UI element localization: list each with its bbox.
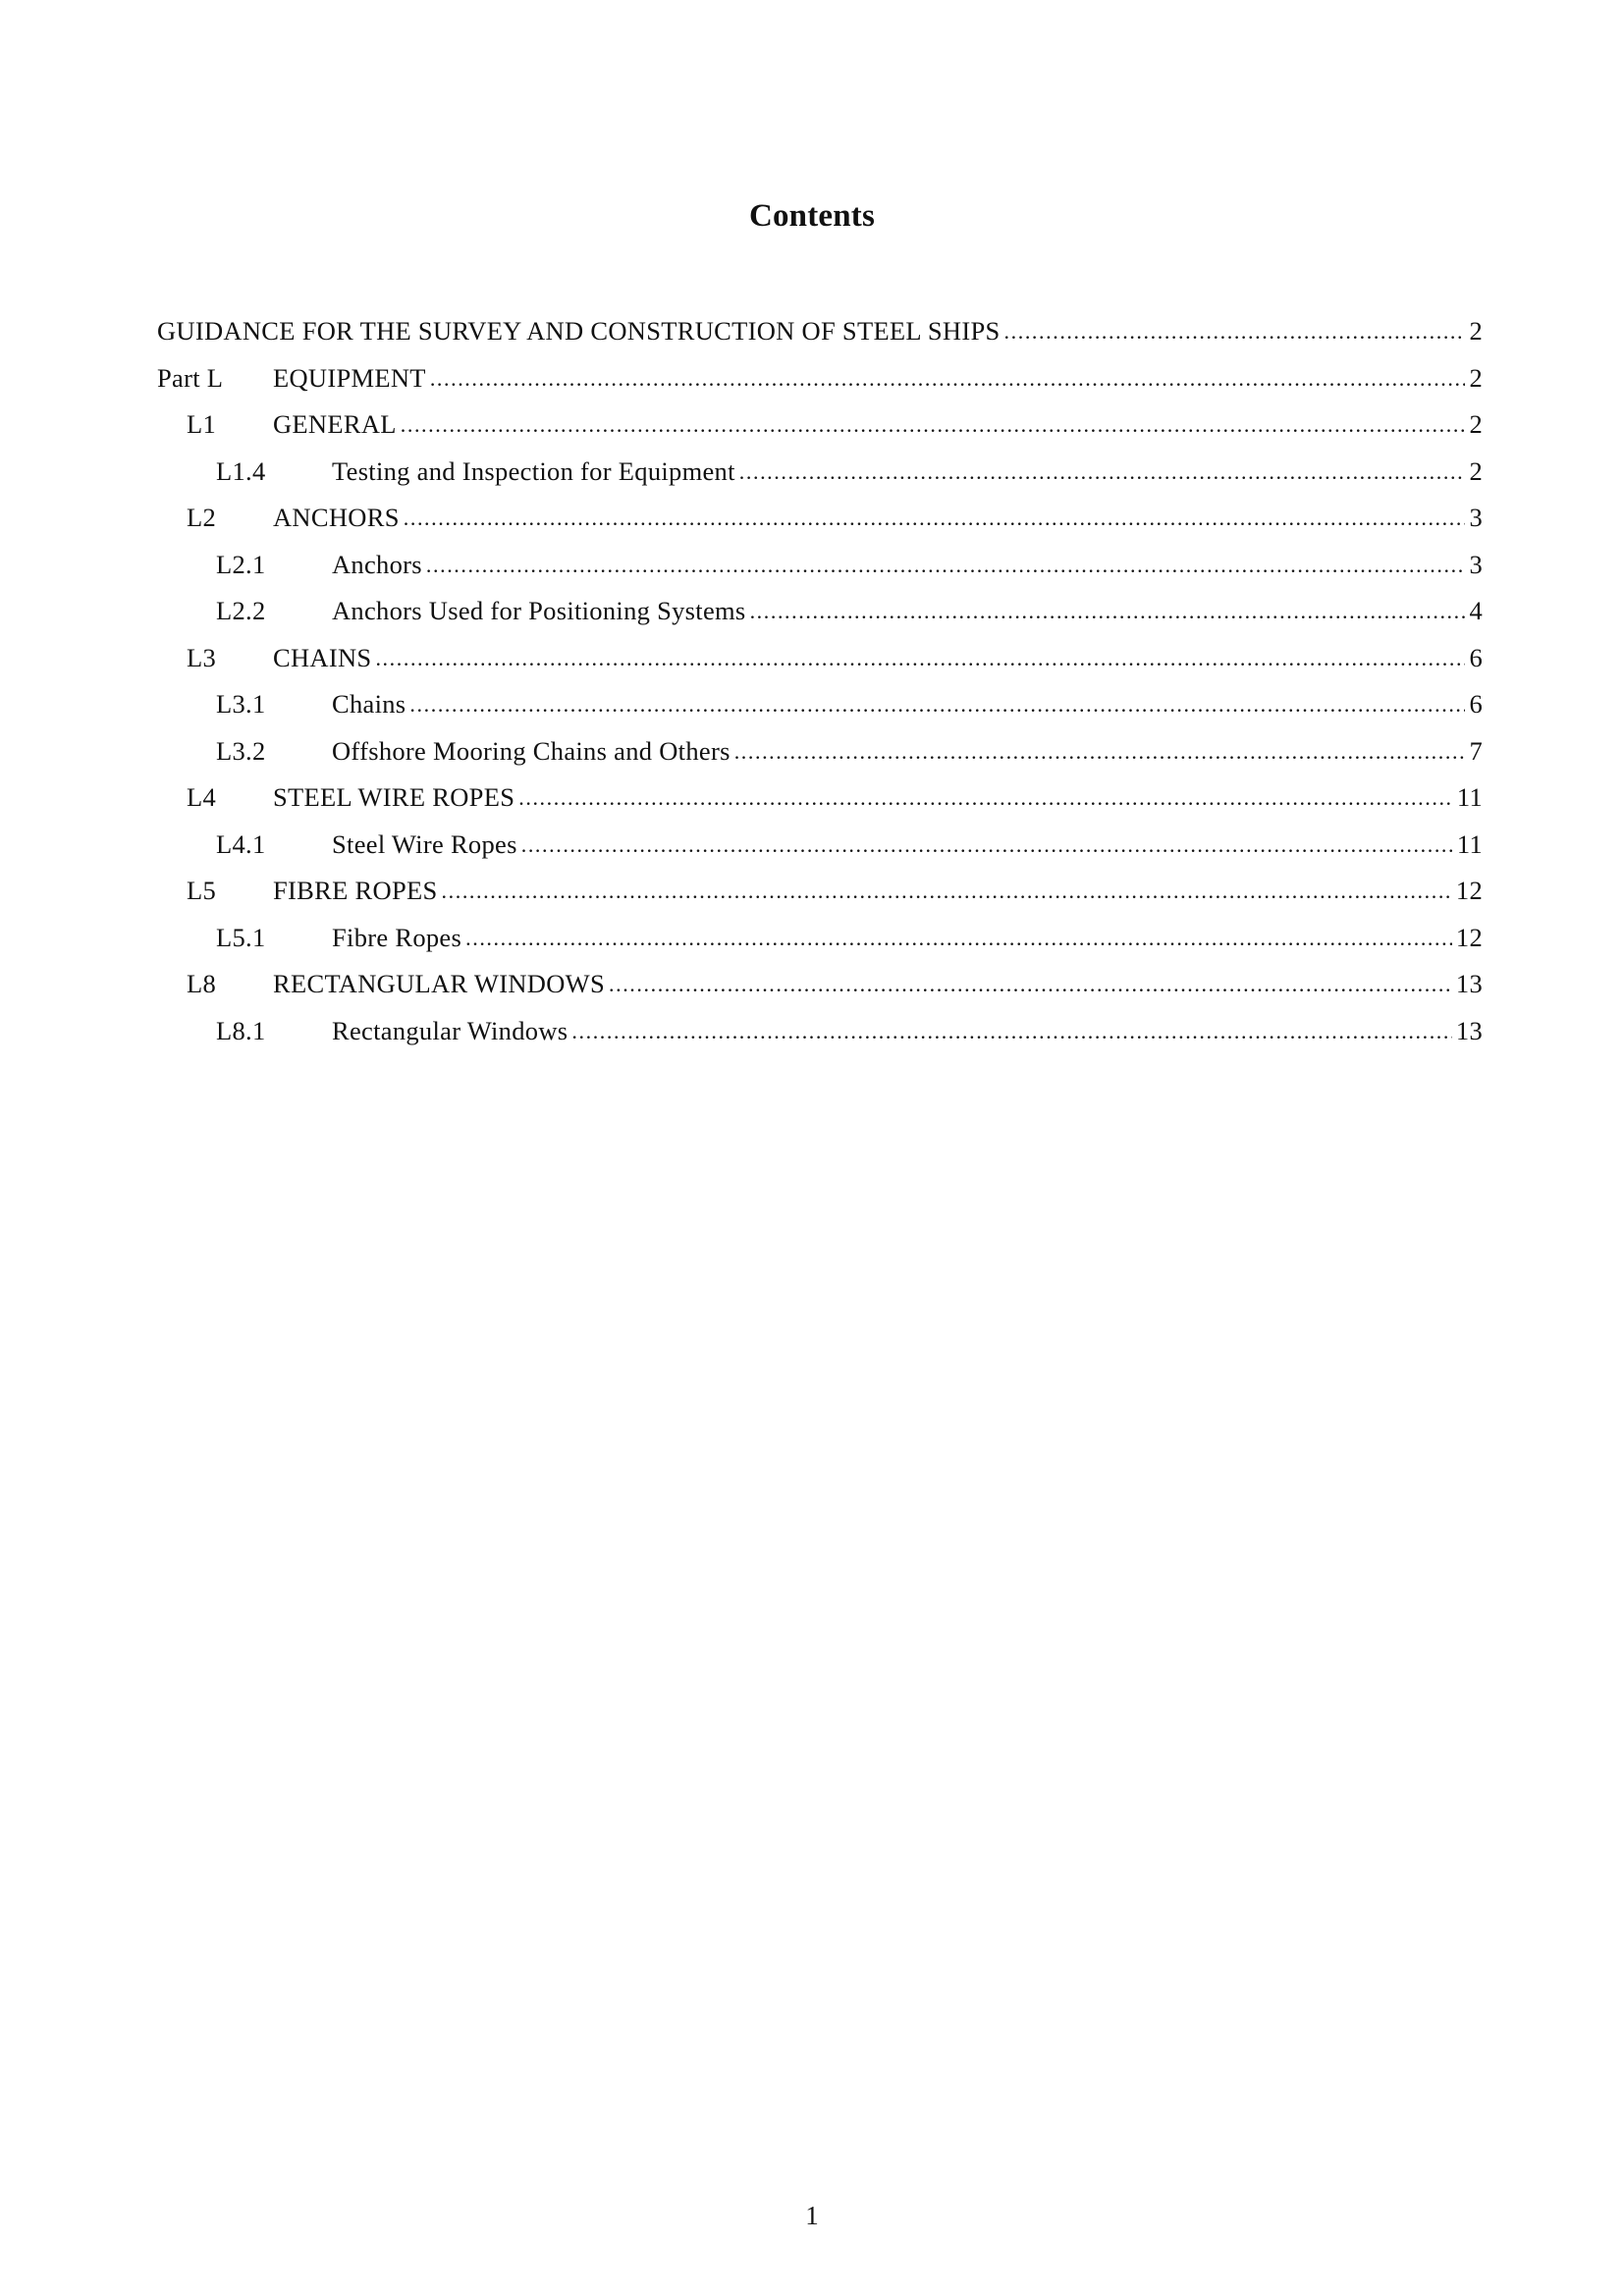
toc-entry-number: L5.1 — [216, 922, 266, 952]
toc-entry[interactable] — [157, 689, 1483, 736]
toc-entry-number: L3.1 — [216, 689, 266, 719]
toc-entry-number: L4 — [187, 782, 217, 812]
toc-entry-title: GENERAL — [273, 409, 397, 439]
toc-entry[interactable] — [157, 456, 1483, 504]
toc-dot-leader — [401, 408, 1466, 439]
toc-entry[interactable] — [157, 596, 1483, 643]
toc-dot-leader — [750, 595, 1466, 625]
toc-entry-title: Fibre Ropes — [332, 922, 462, 952]
toc-entry-page: 13 — [1455, 969, 1483, 998]
toc-entry-title: EQUIPMENT — [273, 362, 426, 393]
toc-entry-page: 2 — [1469, 362, 1483, 393]
toc-entry-page: 3 — [1469, 549, 1483, 579]
toc-entry-number: L1.4 — [216, 455, 266, 486]
toc-dot-leader — [426, 549, 1466, 579]
toc-entry[interactable] — [157, 363, 1483, 410]
toc-entry-number: L2.2 — [216, 596, 266, 625]
toc-dot-leader — [375, 642, 1465, 672]
toc-entry-title: Anchors — [332, 549, 422, 579]
toc-entry[interactable] — [157, 923, 1483, 970]
toc-dot-leader — [518, 781, 1453, 812]
toc-entry-number: L2 — [187, 503, 217, 532]
toc-entry-page: 12 — [1455, 922, 1483, 952]
toc-entry-title: CHAINS — [273, 642, 372, 672]
toc-dot-leader — [430, 362, 1466, 393]
toc-entry[interactable] — [157, 1016, 1483, 1063]
toc-entry-title: ANCHORS — [273, 503, 400, 532]
toc-entry-page: 11 — [1456, 828, 1483, 859]
toc-entry[interactable] — [157, 829, 1483, 877]
toc-dot-leader — [442, 875, 1452, 905]
toc-entry-page: 3 — [1469, 503, 1483, 532]
toc-entry-title: Chains — [332, 689, 406, 719]
toc-entry-title: Testing and Inspection for Equipment — [332, 455, 735, 486]
toc-entry[interactable] — [157, 550, 1483, 597]
toc-entry[interactable] — [157, 316, 1483, 363]
toc-dot-leader — [404, 502, 1466, 532]
toc-dot-leader — [465, 922, 1452, 952]
toc-entry[interactable] — [157, 643, 1483, 690]
toc-entry[interactable] — [157, 736, 1483, 783]
toc-entry-number: L3 — [187, 642, 217, 672]
toc-entry-number: L8.1 — [216, 1015, 266, 1045]
page-title: Contents — [748, 198, 876, 234]
toc-entry-title: Steel Wire Ropes — [332, 828, 517, 859]
toc-entry[interactable] — [157, 503, 1483, 550]
table-of-contents — [157, 316, 1483, 1062]
page-number: 1 — [805, 2201, 819, 2230]
toc-entry-number: L8 — [187, 969, 217, 998]
toc-dot-leader — [521, 828, 1453, 859]
toc-entry-number: L2.1 — [216, 549, 266, 579]
toc-entry-page: 4 — [1469, 596, 1483, 625]
toc-entry-page: 6 — [1469, 689, 1483, 719]
toc-entry-page: 7 — [1469, 735, 1483, 766]
toc-entry-number: Part L — [157, 362, 224, 393]
toc-entry-page: 2 — [1469, 455, 1483, 486]
toc-entry-page: 12 — [1455, 876, 1483, 905]
toc-dot-leader — [571, 1015, 1452, 1045]
toc-dot-leader — [1004, 315, 1466, 346]
toc-entry-page: 13 — [1455, 1015, 1483, 1045]
toc-dot-leader — [609, 968, 1452, 998]
toc-entry[interactable] — [157, 782, 1483, 829]
toc-dot-leader — [734, 735, 1466, 766]
toc-entry-title: GUIDANCE FOR THE SURVEY AND CONSTRUCTION OF STEEL SHIPS — [157, 316, 1001, 346]
toc-entry-title: STEEL WIRE ROPES — [273, 782, 515, 812]
toc-entry-title: RECTANGULAR WINDOWS — [273, 969, 605, 998]
toc-entry-page: 2 — [1469, 316, 1483, 346]
toc-entry[interactable] — [157, 876, 1483, 923]
toc-dot-leader — [739, 455, 1466, 486]
toc-entry-number: L5 — [187, 876, 217, 905]
toc-entry-page: 11 — [1456, 782, 1483, 812]
toc-entry[interactable] — [157, 969, 1483, 1016]
toc-entry-title: Anchors Used for Positioning Systems — [332, 596, 746, 625]
toc-entry-number: L4.1 — [216, 828, 266, 859]
toc-entry-title: Offshore Mooring Chains and Others — [332, 735, 731, 766]
toc-entry-page: 6 — [1469, 642, 1483, 672]
toc-entry-title: FIBRE ROPES — [273, 876, 438, 905]
toc-entry-number: L3.2 — [216, 735, 266, 766]
toc-entry-number: L1 — [187, 409, 217, 439]
toc-entry-title: Rectangular Windows — [332, 1015, 568, 1045]
toc-entry[interactable] — [157, 409, 1483, 456]
toc-entry-page: 2 — [1469, 409, 1483, 439]
toc-dot-leader — [409, 688, 1465, 719]
